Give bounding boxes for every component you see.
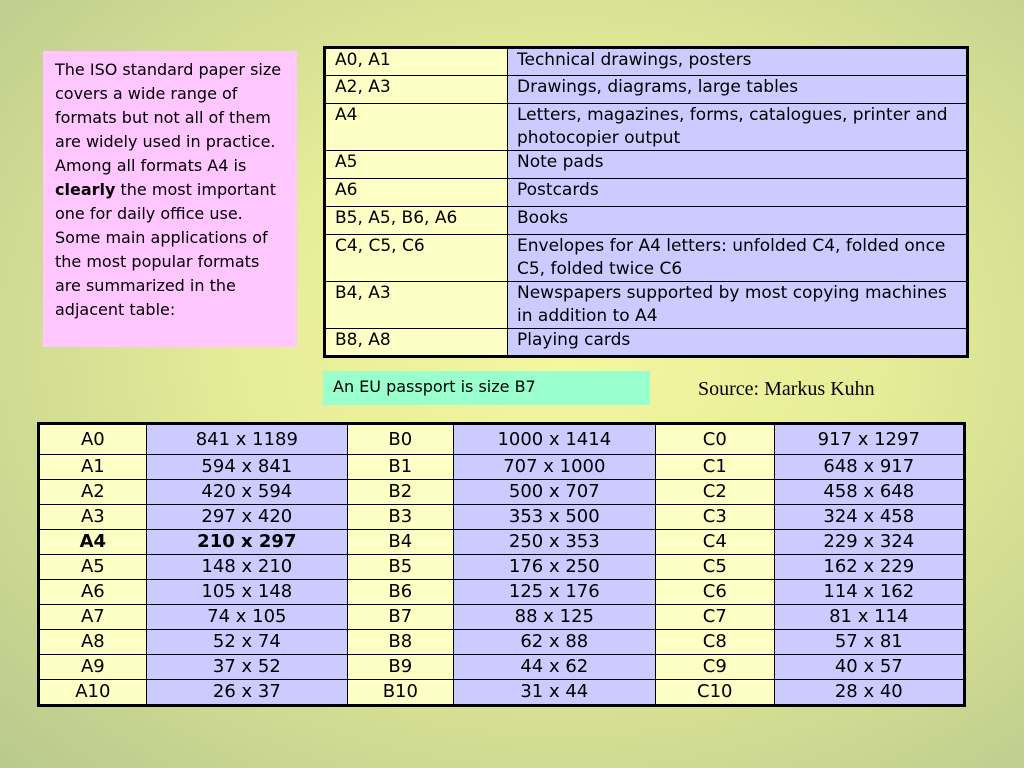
usage-formats-cell: B5, A5, B6, A6 [325, 207, 508, 235]
source-credit: Source: Markus Kuhn [698, 378, 875, 400]
a-dimensions-cell: 105 x 148 [146, 580, 347, 605]
paper-size-row [39, 505, 965, 530]
usage-formats-cell: B8, A8 [325, 329, 508, 357]
usage-description-cell: Letters, magazines, forms, catalogues, printer and photocopier output [508, 104, 968, 151]
c-format-cell: C5 [655, 555, 774, 580]
usage-formats-cell: A2, A3 [325, 76, 508, 104]
c-dimensions-cell: 57 x 81 [774, 630, 964, 655]
b-format-cell: B1 [347, 455, 453, 480]
usage-formats-cell: A6 [325, 179, 508, 207]
a-dimensions-cell: 37 x 52 [146, 655, 347, 680]
usage-formats-cell: A5 [325, 151, 508, 179]
paper-size-row [39, 680, 965, 706]
paper-size-row [39, 555, 965, 580]
usage-row [325, 282, 968, 329]
c-dimensions-cell: 229 x 324 [774, 530, 964, 555]
c-format-cell: C4 [655, 530, 774, 555]
b-dimensions-cell: 125 x 176 [453, 580, 655, 605]
c-format-cell: C10 [655, 680, 774, 706]
c-format-cell: C0 [655, 424, 774, 455]
c-format-cell: C9 [655, 655, 774, 680]
a-format-cell: A7 [39, 605, 147, 630]
a-format-cell: A5 [39, 555, 147, 580]
usage-row [325, 329, 968, 357]
a-dimensions-cell: 841 x 1189 [146, 424, 347, 455]
a-dimensions-cell: 26 x 37 [146, 680, 347, 706]
usage-formats-cell: B4, A3 [325, 282, 508, 329]
usage-description-cell: Newspapers supported by most copying machines in addition to A4 [508, 282, 968, 329]
b-dimensions-cell: 707 x 1000 [453, 455, 655, 480]
c-dimensions-cell: 40 x 57 [774, 655, 964, 680]
paper-sizes-body [39, 424, 965, 706]
b-dimensions-cell: 176 x 250 [453, 555, 655, 580]
c-dimensions-cell: 458 x 648 [774, 480, 964, 505]
b-format-cell: B10 [347, 680, 453, 706]
c-format-cell: C8 [655, 630, 774, 655]
b-format-cell: B8 [347, 630, 453, 655]
c-dimensions-cell: 28 x 40 [774, 680, 964, 706]
paper-size-row [39, 480, 965, 505]
a-dimensions-cell: 74 x 105 [146, 605, 347, 630]
usage-description-cell: Playing cards [508, 329, 968, 357]
b-format-cell: B6 [347, 580, 453, 605]
intro-text-emphasis: clearly [55, 180, 116, 199]
b-format-cell: B3 [347, 505, 453, 530]
c-dimensions-cell: 324 x 458 [774, 505, 964, 530]
c-format-cell: C3 [655, 505, 774, 530]
intro-text-box [43, 51, 297, 347]
usage-description-cell: Technical drawings, posters [508, 48, 968, 76]
paper-size-row [39, 424, 965, 455]
intro-text-end: the most important one for daily office use. Some main applications of the most popular formats are summarized in the adjacent table: [55, 180, 276, 319]
a-format-cell: A6 [39, 580, 147, 605]
b-format-cell: B9 [347, 655, 453, 680]
a-dimensions-cell: 210 x 297 [146, 530, 347, 555]
b-format-cell: B4 [347, 530, 453, 555]
usage-description-cell: Postcards [508, 179, 968, 207]
b-format-cell: B5 [347, 555, 453, 580]
c-format-cell: C1 [655, 455, 774, 480]
paper-size-row [39, 530, 965, 555]
b-dimensions-cell: 44 x 62 [453, 655, 655, 680]
a-dimensions-cell: 297 x 420 [146, 505, 347, 530]
a-format-cell: A4 [39, 530, 147, 555]
paper-size-row [39, 655, 965, 680]
a-dimensions-cell: 52 x 74 [146, 630, 347, 655]
a-dimensions-cell: 420 x 594 [146, 480, 347, 505]
c-format-cell: C2 [655, 480, 774, 505]
usage-row [325, 151, 968, 179]
b-format-cell: B0 [347, 424, 453, 455]
b-dimensions-cell: 250 x 353 [453, 530, 655, 555]
usage-formats-cell: A0, A1 [325, 48, 508, 76]
b-dimensions-cell: 62 x 88 [453, 630, 655, 655]
b-dimensions-cell: 353 x 500 [453, 505, 655, 530]
paper-size-row [39, 630, 965, 655]
c-dimensions-cell: 162 x 229 [774, 555, 964, 580]
c-format-cell: C6 [655, 580, 774, 605]
b-dimensions-cell: 88 x 125 [453, 605, 655, 630]
paper-size-row [39, 605, 965, 630]
b-format-cell: B7 [347, 605, 453, 630]
c-dimensions-cell: 917 x 1297 [774, 424, 964, 455]
intro-text-start: The ISO standard paper size covers a wide range of formats but not all of them are widely used in practice. Among all formats A4 is [55, 60, 282, 175]
a-dimensions-cell: 148 x 210 [146, 555, 347, 580]
usage-row [325, 235, 968, 282]
a-format-cell: A3 [39, 505, 147, 530]
a-format-cell: A10 [39, 680, 147, 706]
b-dimensions-cell: 31 x 44 [453, 680, 655, 706]
usage-description-cell: Drawings, diagrams, large tables [508, 76, 968, 104]
c-format-cell: C7 [655, 605, 774, 630]
b-dimensions-cell: 500 x 707 [453, 480, 655, 505]
a-format-cell: A9 [39, 655, 147, 680]
usage-row [325, 104, 968, 151]
c-dimensions-cell: 648 x 917 [774, 455, 964, 480]
a-format-cell: A0 [39, 424, 147, 455]
usage-formats-cell: C4, C5, C6 [325, 235, 508, 282]
usage-row [325, 76, 968, 104]
a-format-cell: A8 [39, 630, 147, 655]
a-format-cell: A1 [39, 455, 147, 480]
a-format-cell: A2 [39, 480, 147, 505]
paper-size-row [39, 580, 965, 605]
c-dimensions-cell: 81 x 114 [774, 605, 964, 630]
paper-sizes-table [37, 422, 966, 707]
passport-note: An EU passport is size B7 [323, 371, 650, 405]
b-dimensions-cell: 1000 x 1414 [453, 424, 655, 455]
b-format-cell: B2 [347, 480, 453, 505]
usage-description-cell: Note pads [508, 151, 968, 179]
a-dimensions-cell: 594 x 841 [146, 455, 347, 480]
paper-size-row [39, 455, 965, 480]
usage-description-cell: Books [508, 207, 968, 235]
format-usage-table [323, 46, 969, 358]
c-dimensions-cell: 114 x 162 [774, 580, 964, 605]
usage-description-cell: Envelopes for A4 letters: unfolded C4, folded once C5, folded twice C6 [508, 235, 968, 282]
usage-row [325, 48, 968, 76]
usage-row [325, 179, 968, 207]
usage-formats-cell: A4 [325, 104, 508, 151]
usage-row [325, 207, 968, 235]
